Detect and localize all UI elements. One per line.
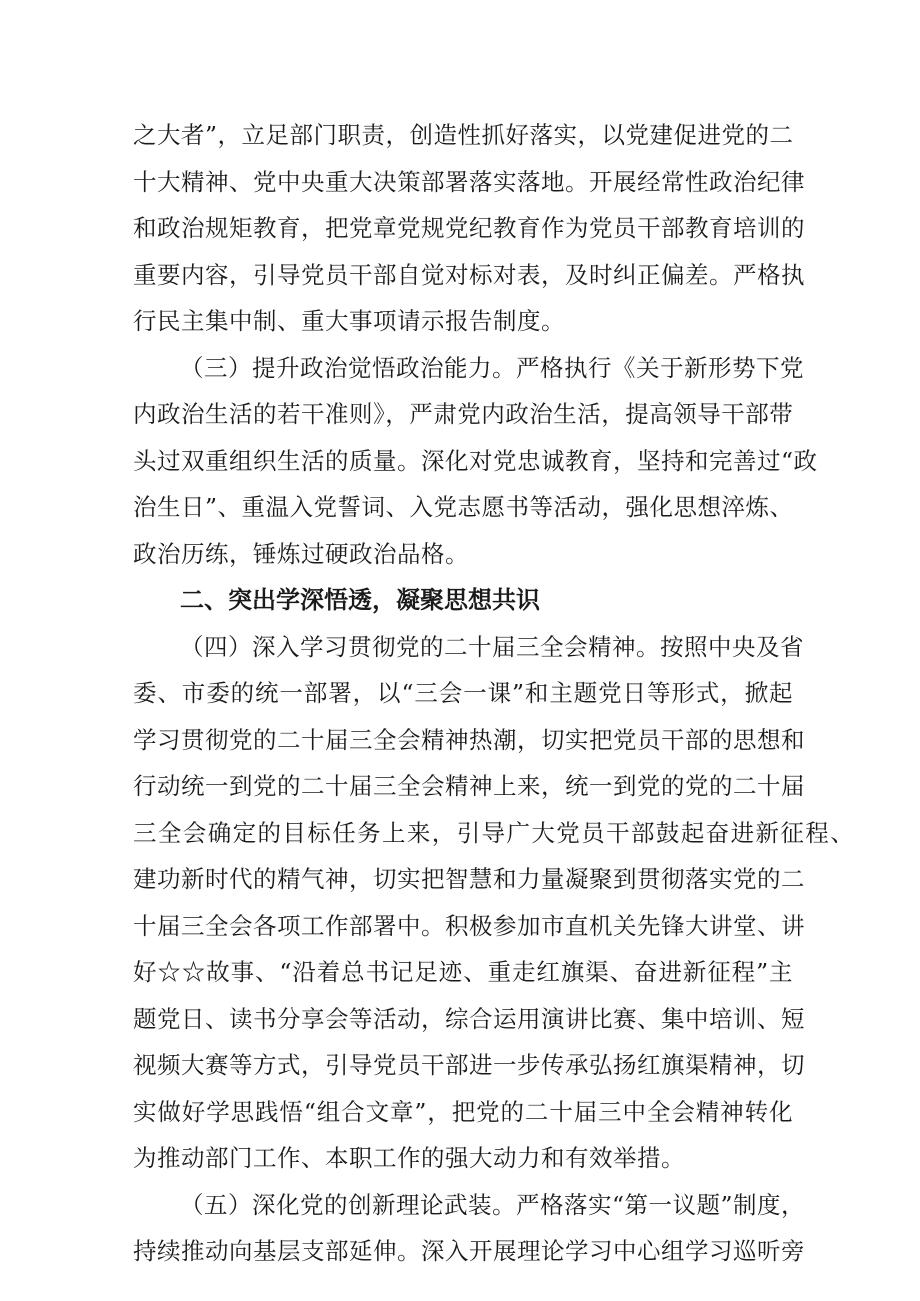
- paragraph-4: [133, 1182, 806, 1275]
- text-line: 三全会确定的目标任务上来，引导广大党员干部鼓起奋进新征程、: [133, 818, 856, 847]
- text-line: 和政治规矩教育，把党章党规党纪教育作为党员干部教育培训的: [133, 214, 805, 242]
- text-line: 委、市委的统一部署，以“三会一课”和主题党日等形式，掀起: [133, 679, 793, 707]
- text-line: 行民主集中制、重大事项请示报告制度。: [133, 307, 565, 335]
- text-line: 十届三全会各项工作部署中。积极参加市直机关先锋大讲堂、讲: [133, 911, 805, 940]
- text-line: 治生日”、重温入党誓词、入党志愿书等活动，强化思想淬炼、: [133, 493, 794, 521]
- text-line: 题党日、读书分享会等活动，综合运用演讲比赛、集中培训、短: [133, 1004, 805, 1033]
- text-line: 持续推动向基层支部延伸。深入开展理论学习中心组学习巡听旁: [133, 1237, 805, 1265]
- text-line: 好☆☆故事、“沿着总书记足迹、重走红旗渠、奋进新征程”主: [133, 958, 793, 986]
- text-line: 重要内容，引导党员干部自觉对标对表，及时纠正偏差。严格执: [133, 260, 805, 289]
- text-line: （三）提升政治觉悟政治能力。严格执行《关于新形势下党: [180, 353, 804, 382]
- paragraph-3: [133, 624, 856, 1182]
- text-line: 行动统一到党的二十届三全会精神上来，统一到党的党的二十届: [133, 772, 805, 800]
- paragraph-1: [133, 112, 805, 345]
- document-page: [133, 112, 856, 1275]
- text-line: 十大精神、党中央重大决策部署落实落地。开展经常性政治纪律: [133, 167, 805, 196]
- text-line: 政治历练，锤炼过硬政治品格。: [133, 539, 469, 568]
- text-line: （五）深化党的创新理论武装。严格落实“第一议题”制度，: [180, 1190, 806, 1219]
- text-line: 为推动部门工作、本职工作的强大动力和有效举措。: [133, 1144, 685, 1172]
- text-line: 视频大赛等方式，引导党员干部进一步传承弘扬红旗渠精神，切: [133, 1051, 805, 1079]
- text-line: 学习贯彻党的二十届三全会精神热潮，切实把党员干部的思想和: [133, 725, 805, 754]
- text-line: （四）深入学习贯彻党的二十届三全会精神。按照中央及省: [180, 632, 804, 661]
- text-line: 实做好学思践悟“组合文章”，把党的二十届三中全会精神转化: [133, 1097, 793, 1126]
- text-line: 头过双重组织生活的质量。深化对党忠诚教育，坚持和完善过“政: [133, 446, 818, 475]
- text-line: 内政治生活的若干准则》，严肃党内政治生活，提高领导干部带: [133, 400, 794, 428]
- section-heading: 二、突出学深悟透，凝聚思想共识: [180, 586, 540, 614]
- text-line: 之大者”，立足部门职责，创造性抓好落实，以党建促进党的二: [133, 121, 794, 149]
- paragraph-2: [133, 345, 818, 578]
- text-line: 建功新时代的精气神，切实把智慧和力量凝聚到贯彻落实党的二: [133, 865, 805, 893]
